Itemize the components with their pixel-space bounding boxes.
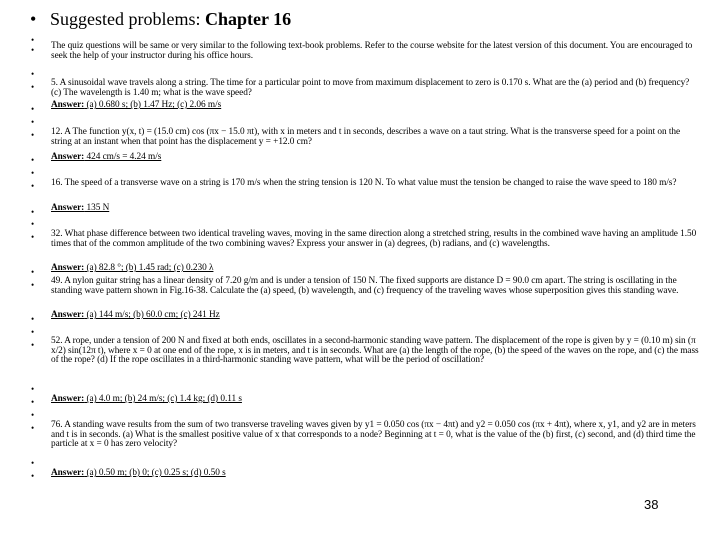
bullet-icon: • — [31, 104, 35, 114]
problem-5-answer: Answer: (a) 0.680 s; (b) 1.47 Hz; (c) 2.06 m/s — [51, 100, 222, 110]
problem-32-answer: Answer: (a) 82.8 °; (b) 1.45 rad; (c) 0.230 λ — [51, 263, 214, 273]
problem-52-answer: Answer: (a) 4.0 m; (b) 24 m/s; (c) 1.4 kg; (d) 0.11 s — [51, 394, 242, 404]
bullet-icon: • — [31, 410, 35, 420]
bullet-icon: • — [31, 471, 35, 481]
bullet-icon: • — [31, 397, 35, 407]
bullet-icon: • — [31, 155, 35, 165]
page-number: 38 — [644, 497, 659, 512]
problem-49-question: 49. A nylon guitar string has a linear density of 7.20 g/m and is under a tension of 150 N. The fixed supports are distance D = 90.0 cm apart. The string is oscillating in the standing wave pattern shown in Fig.16-38. Calculate the (a) speed, (b) wavelength, and (c) frequency of the traveling waves whose superposition gives this standing wave. — [51, 276, 679, 296]
bullet-icon: • — [31, 267, 35, 277]
bullet-icon: • — [31, 458, 35, 468]
bullet-icon: • — [31, 314, 35, 324]
problem-16-answer: Answer: 135 N — [51, 203, 110, 213]
problem-49-answer: Answer: (a) 144 m/s; (b) 60.0 cm; (c) 241 Hz — [51, 310, 220, 320]
title-prefix: Suggested problems: — [50, 9, 205, 29]
problem-76-answer: Answer: (a) 0.50 m; (b) 0; (c) 0.25 s; (d) 0.50 s — [51, 468, 226, 478]
problem-32-question: 32. What phase difference between two identical traveling waves, moving in the same direction along a stretched string, results in the combined wave having an amplitude 1.50 times that of the common amplitude of the two combining waves? Express your answer in (a) degrees, (b) radians, and (c) wavelengths. — [51, 229, 697, 249]
bullet-icon: • — [31, 327, 35, 337]
bullet-icon: • — [31, 181, 35, 191]
problem-52-question: 52. A rope, under a tension of 200 N and fixed at both ends, oscillates in a second-harmonic standing wave pattern. The displacement of the rope is given by y = (0.10 m) sin (π x/2) sin(12π t), where x = 0 at one end of the rope, x is in meters, and t is in seconds. What are (a) the length of the rope, (b) the speed of the waves on the rope, and (c) the mass of the rope? (d) If the rope oscillates in a third-harmonic standing wave pattern, what will be the period of oscillation? — [51, 336, 699, 366]
problem-12-answer: Answer: 424 cm/s = 4.24 m/s — [51, 152, 162, 162]
bullet-icon: • — [31, 340, 35, 350]
bullet-icon: • — [31, 82, 35, 92]
bullet-icon: • — [31, 117, 35, 127]
bullet-icon: • — [31, 69, 35, 79]
problem-5-question: 5. A sinusoidal wave travels along a string. The time for a particular point to move from maximum displacement to zero is 0.170 s. What are the (a) period and (b) frequency? (c) The wavelength is 1.40 m; what is the wave speed? — [51, 78, 690, 98]
problem-76-question: 76. A standing wave results from the sum of two transverse traveling waves given by y1 = 0.050 cos (πx − 4πt) and y2 = 0.050 cos (πx + 4πt), where x, y1, and y2 are in meters and t is in seconds. (a) What is the smallest positive value of x that corresponds to a node? Beginning at t = 0, what is the value of the (b) first, (c) second, and (d) third time the particle at x = 0 has zero velocity? — [51, 420, 696, 450]
problem-16-question: 16. The speed of a transverse wave on a string is 170 m/s when the string tension is 120 N. To what value must the tension be changed to raise the wave speed to 180 m/s? — [51, 178, 677, 188]
title-chapter: Chapter 16 — [205, 9, 292, 29]
bullet-icon: • — [30, 9, 37, 29]
bullet-icon: • — [31, 423, 35, 433]
problem-12-question: 12. A The function y(x, t) = (15.0 cm) cos (πx − 15.0 πt), with x in meters and t in seconds, describes a wave on a taut string. What is the transverse speed for a point on the string at an instant when that point has the displacement y = +12.0 cm? — [51, 127, 681, 147]
bullet-icon: • — [31, 130, 35, 140]
intro-text: The quiz questions will be same or very similar to the following text-book problems. Refer to the course website for the latest version of this document. You are encouraged to seek the help of your instructor during his office hours. — [51, 41, 693, 61]
bullet-icon: • — [31, 219, 35, 229]
bullet-icon: • — [31, 45, 35, 55]
bullet-icon: • — [31, 35, 35, 45]
bullet-icon: • — [31, 280, 35, 290]
bullet-icon: • — [31, 384, 35, 394]
bullet-icon: • — [31, 168, 35, 178]
bullet-icon: • — [31, 232, 35, 242]
bullet-icon: • — [31, 207, 35, 217]
